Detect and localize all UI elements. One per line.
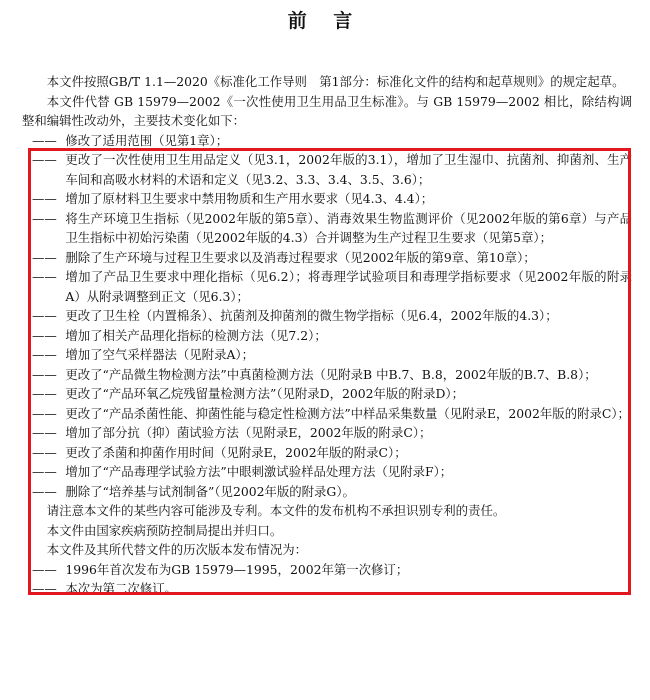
list-item	[22, 462, 632, 482]
list-item	[22, 267, 632, 306]
page-title: 前 言	[287, 10, 363, 32]
list-item	[22, 443, 632, 463]
dash-marker: ——	[32, 581, 57, 596]
change-text: 删除了“培养基与试剂制备”（见2002年版的附录G）。	[65, 483, 355, 499]
change-text: 增加了“产品毒理学试验方法”中眼刺激试验样品处理方法（见附录F）；	[65, 464, 453, 479]
dash-marker: ——	[32, 152, 57, 167]
paragraph-proposer: 本文件由国家疾病预防控制局提出并归口。	[46, 522, 283, 538]
list-item	[22, 365, 632, 385]
change-text: 增加了空气采样器法（见附录A）；	[65, 347, 254, 362]
list-item	[22, 131, 632, 151]
history-text: 本次为第二次修订。	[65, 581, 177, 596]
change-text: 更改了“产品杀菌性能、抑菌性能与稳定性检测方法”中样品采集数量（见附录E，2002年版的附录C）；	[65, 405, 630, 421]
list-item	[22, 560, 632, 580]
dash-marker: ——	[32, 464, 57, 479]
list-item	[22, 248, 632, 268]
list-item	[22, 404, 632, 424]
paragraph-drafting-basis: 本文件按照GB/T 1.1—2020《标准化工作导则 第1部分：标准化文件的结构和起草规则》的规定起草。	[46, 74, 625, 89]
history-text: 1996年首次发布为GB 15979—1995，2002年第一次修订；	[65, 561, 409, 577]
dash-marker: ——	[32, 425, 57, 440]
document-body	[22, 72, 632, 599]
paragraph-patent-note: 请注意本文件的某些内容可能涉及专利。本文件的发布机构不承担识别专利的责任。	[46, 503, 506, 518]
list-item	[22, 150, 632, 189]
list-item	[22, 423, 632, 443]
list-item	[22, 579, 632, 599]
dash-marker: ——	[32, 132, 57, 148]
list-item	[22, 209, 632, 248]
dash-marker: ——	[32, 386, 57, 401]
change-text: 增加了原材料卫生要求中禁用物质和生产用水要求（见4.3、4.4）；	[65, 191, 434, 206]
dash-marker: ——	[32, 366, 57, 382]
dash-marker: ——	[32, 308, 57, 323]
change-text: 修改了适用范围（见第1章）；	[65, 132, 229, 148]
changes-list	[22, 131, 632, 502]
change-text: 删除了生产环境与过程卫生要求以及消毒过程要求（见2002年版的第9章、第10章）；	[65, 249, 536, 265]
change-text: 更改了杀菌和抑菌作用时间（见附录E，2002年版的附录C）；	[65, 444, 407, 460]
list-item	[22, 482, 632, 502]
dash-marker: ——	[32, 405, 57, 421]
change-text: 更改了“产品环氧乙烷残留量检测方法”（见附录D，2002年版的附录D）；	[65, 386, 464, 401]
dash-marker: ——	[32, 483, 57, 499]
dash-marker: ——	[32, 561, 57, 577]
change-text: 增加了产品卫生要求中理化指标（见6.2）；将毒理学试验项目和毒理学指标要求（见2002年版的附录A）从附录调整到正文（见6.3）；	[65, 269, 632, 304]
change-text: 增加了相关产品理化指标的检测方法（见7.2）；	[65, 327, 327, 343]
dash-marker: ——	[32, 191, 57, 206]
paragraph-history-intro: 本文件及其所代替文件的历次版本发布情况为：	[46, 542, 307, 557]
dash-marker: ——	[32, 347, 57, 362]
list-item	[22, 189, 632, 209]
dash-marker: ——	[32, 444, 57, 460]
change-text: 更改了“产品微生物检测方法”中真菌检测方法（见附录B 中B.7、B.8，2002年版的B.7、B.8）；	[65, 366, 597, 382]
dash-marker: ——	[32, 210, 57, 226]
dash-marker: ——	[32, 327, 57, 343]
list-item	[22, 345, 632, 365]
dash-marker: ——	[32, 249, 57, 265]
dash-marker: ——	[32, 269, 57, 284]
history-list	[22, 560, 632, 599]
change-text: 更改了一次性使用卫生用品定义（见3.1，2002年版的3.1），增加了卫生湿巾、抗菌剂、抑菌剂、生产车间和高吸水材料的术语和定义（见3.2、3.3、3.4、3.5、3.6）；	[65, 152, 632, 187]
change-text: 更改了卫生栓（内置棉条）、抗菌剂及抑菌剂的微生物学指标（见6.4，2002年版的4.3）；	[65, 308, 558, 323]
paragraph-replacement-note: 本文件代替 GB 15979—2002《一次性使用卫生用品卫生标准》。与 GB 15979—2002 相比，除结构调整和编辑性改动外，主要技术变化如下：	[22, 93, 632, 128]
list-item	[22, 384, 632, 404]
change-text: 增加了部分抗（抑）菌试验方法（见附录E，2002年版的附录C）；	[65, 425, 432, 440]
list-item	[22, 326, 632, 346]
list-item	[22, 306, 632, 326]
change-text: 将生产环境卫生指标（见2002年版的第5章）、消毒效果生物监测评价（见2002年版的第6章）与产品卫生指标中初始污染菌（见2002年版的4.3）合并调整为生产过程卫生要求（见第5章）；	[65, 210, 632, 245]
